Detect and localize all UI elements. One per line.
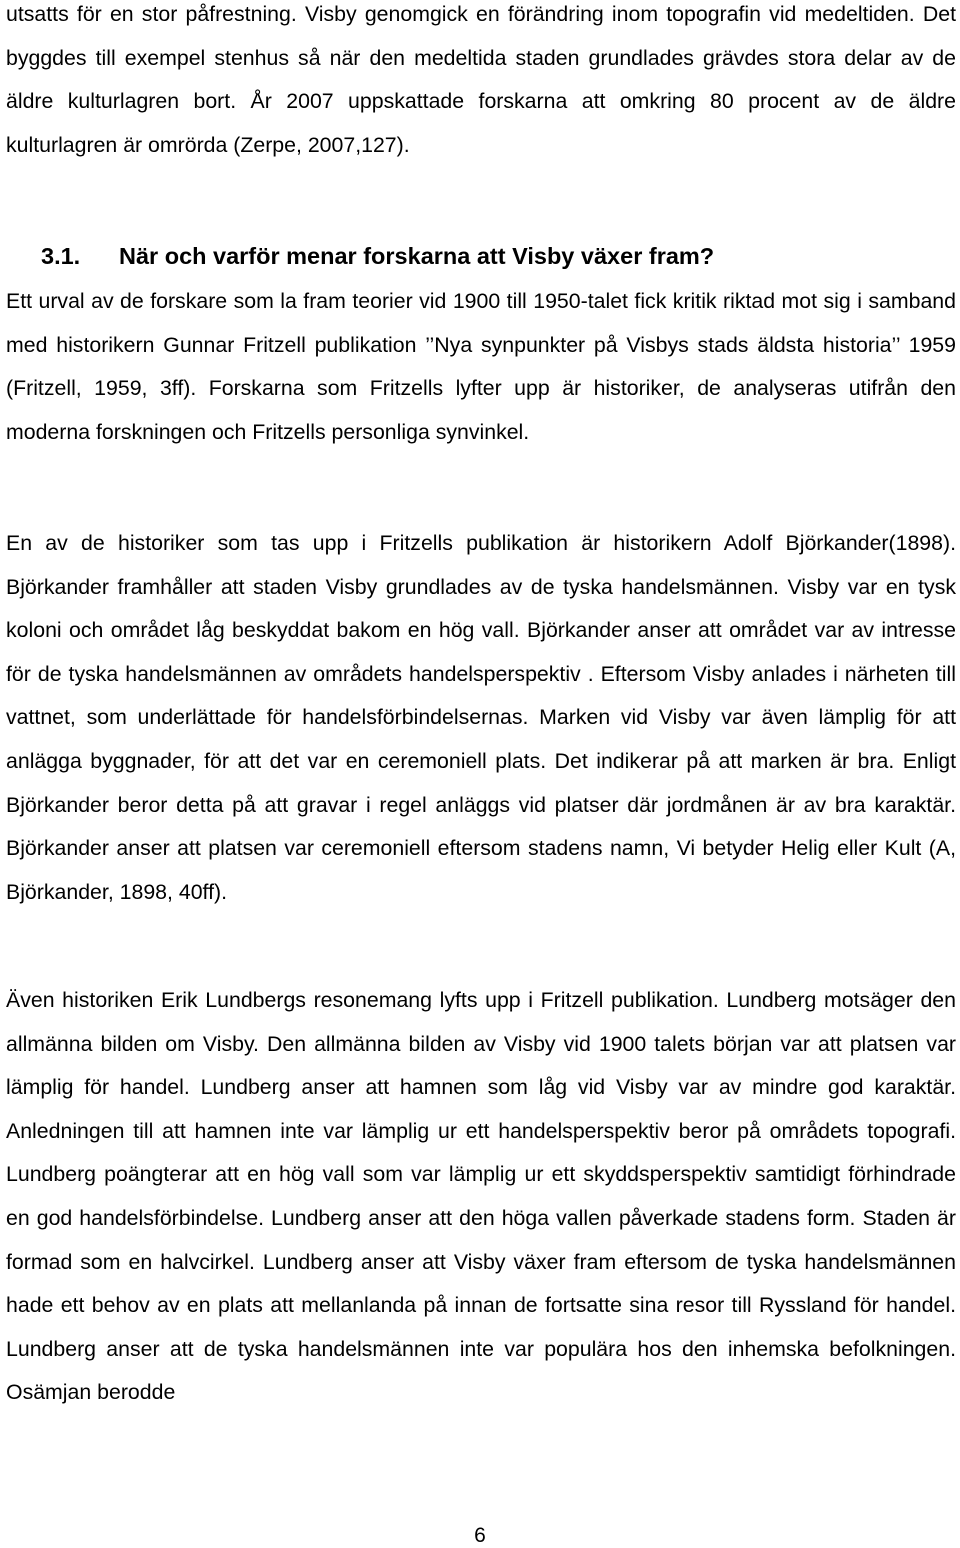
paragraph-fritzell: Ett urval av de forskare som la fram teorier vid 1900 till 1950-talet fick kritik riktad mot sig i samband med historikern Gunnar Fritzell publikation ’’Nya synpunkter på Visbys stads äldsta historia’’ 1959 (Fritzell, 1959, 3ff). Forskarna som Fritzells lyfter upp är historiker, de analyseras utifrån den moderna forskningen och Fritzells personliga synvinkel.: [6, 289, 956, 444]
section-heading: [41, 236, 714, 276]
page-number: 6: [474, 1524, 486, 1547]
paragraph-topography: utsatts för en stor påfrestning. Visby genomgick en förändring inom topografin vid medeltiden. Det byggdes till exempel stenhus så när den medeltida staden grundlades grävdes stora delar av de äldre kulturlagren bort. År 2007 uppskattade forskarna att omkring 80 procent av de äldre kulturlagren är omrörda (Zerpe, 2007,127).: [6, 2, 956, 157]
paragraph-bjorkander: En av de historiker som tas upp i Fritzells publikation är historikern Adolf Björkander(1898). Björkander framhåller att staden Visby grundlades av de tyska handelsmännen. Visby var en tysk koloni och området låg beskyddat bakom en hög vall. Björkander anser att området var av intresse för de tyska handelsmännen av områdets handelsperspektiv . Eftersom Visby anlades i närheten till vattnet, som underlättade för handelsförbindelsernas. Marken vid Visby var även lämplig för att anlägga byggnader, för att det var en ceremoniell plats. Det indikerar på att marken är bra. Enligt Björkander beror detta på att gravar i regel anläggs vid platser där jordmånen är av bra karaktär. Björkander anser att platsen var ceremoniell eftersom stadens namn, Vi betyder Helig eller Kult (A, Björkander, 1898, 40ff).: [6, 531, 956, 904]
section-title: När och varför menar forskarna att Visby växer fram?: [119, 243, 715, 269]
section-number: 3.1.: [41, 243, 81, 269]
paragraph-lundberg: Även historiken Erik Lundbergs resonemang lyfts upp i Fritzell publikation. Lundberg motsäger den allmänna bilden om Visby. Den allmänna bilden av Visby vid 1900 talets början var att platsen var lämplig för handel. Lundberg anser att hamnen som låg vid Visby var av mindre god karaktär. Anledningen till att hamnen inte var lämplig ur ett handelsperspektiv beror på områdets topografi. Lundberg poängterar att en hög vall som var lämplig ur ett skyddsperspektiv samtidigt förhindrade en god handelsförbindelse. Lundberg anser att den höga vallen påverkade stadens form. Staden är formad som en halvcirkel. Lundberg anser att Visby växer fram eftersom de tyska handelsmännen hade ett behov av en plats att mellanlanda på innan de fortsatte sina resor till Ryssland för handel. Lundberg anser att de tyska handelsmännen inte var populära hos den inhemska befolkningen. Osämjan berodde: [6, 988, 956, 1405]
